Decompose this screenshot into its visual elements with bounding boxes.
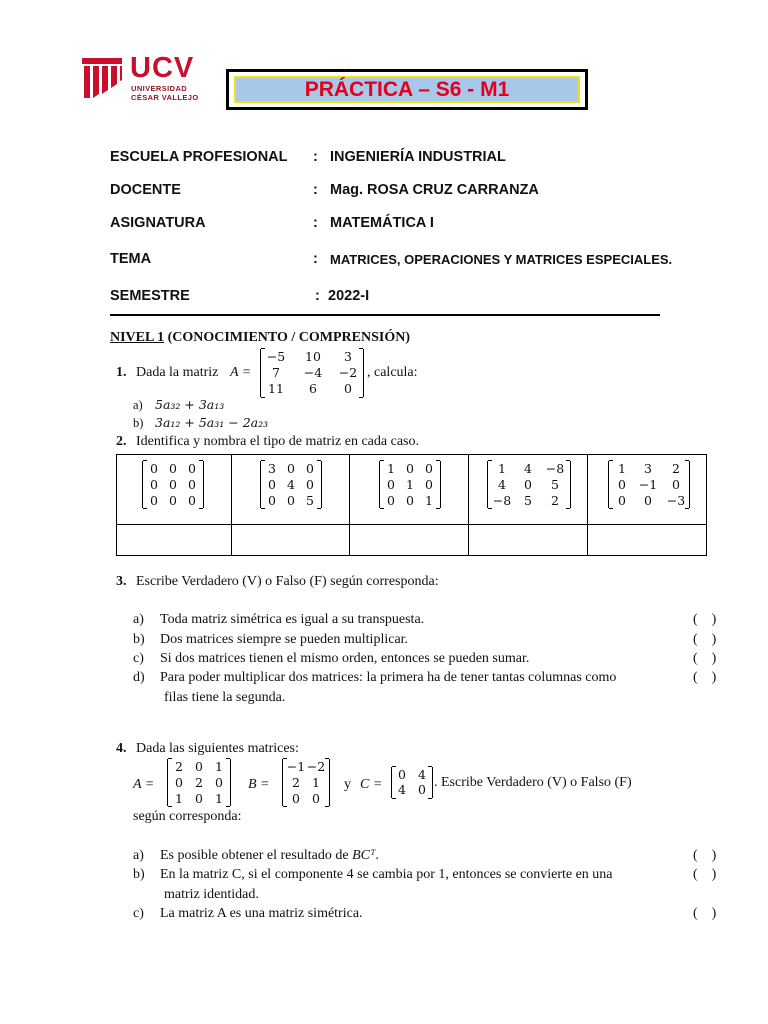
header-value: MATRICES, OPERACIONES Y MATRICES ESPECIALES. (330, 252, 673, 267)
q4-item-text: Es posible obtener el resultado de (160, 848, 349, 863)
logo-line1: UNIVERSIDAD (131, 84, 188, 93)
q1-lhs: A = (230, 365, 252, 380)
level-title: NIVEL 1 (110, 330, 165, 345)
matrix-type-table (116, 454, 707, 556)
matrix-cell: 0 (268, 477, 276, 492)
matrix-cell: 0 (418, 782, 426, 797)
q1-prefix: Dada la matriz (136, 365, 219, 380)
q4-item-text: En la matriz C, si el componente 4 se cambia por 1, entonces se convierte en una (160, 867, 613, 882)
matrix-cell: 0 (195, 791, 203, 806)
matrix-cell: 0 (292, 791, 300, 806)
matrix-cell: 0 (169, 477, 177, 492)
matrix-cell: 3 (344, 349, 352, 364)
matrix-cell: 0 (425, 461, 433, 476)
matrix-cell: 11 (268, 381, 284, 396)
matrix-cell: 0 (169, 493, 177, 508)
matrix-cell: 0 (150, 477, 158, 492)
q4-item-label: c) (133, 906, 144, 921)
q4-item-end: . (375, 848, 379, 863)
q3-item-label: a) (133, 612, 144, 627)
header-key: ASIGNATURA (110, 215, 206, 231)
matrix-cell: −8 (545, 461, 565, 476)
header-sep: : (313, 182, 318, 198)
header-divider (110, 314, 660, 316)
matrix-cell: 5 (551, 477, 559, 492)
matrix-cell: 0 (618, 493, 626, 508)
matrix-cell: 0 (312, 791, 320, 806)
matrix-cell: 5 (306, 493, 314, 508)
matrix-cell: 0 (188, 493, 196, 508)
q2-matrix-4 (487, 461, 571, 508)
q4-matrix-b (282, 759, 330, 806)
header-sep: : (313, 149, 318, 165)
q3-item-text: Dos matrices siempre se pueden multiplicar. (160, 632, 409, 647)
matrix-cell: 0 (306, 477, 314, 492)
matrix-cell: 4 (498, 477, 506, 492)
header-value: MATEMÁTICA I (330, 215, 434, 231)
matrix-cell: 0 (268, 493, 276, 508)
q4-item-label: b) (133, 867, 145, 882)
matrix-cell: −2 (306, 759, 326, 774)
matrix-cell: 1 (498, 461, 506, 476)
ucv-shield-icon (80, 54, 124, 100)
matrix-cell: 0 (287, 461, 295, 476)
matrix-cell: 0 (195, 759, 203, 774)
answer-box[interactable]: ( ) (693, 906, 717, 921)
q3-item-label: b) (133, 632, 145, 647)
q3-item-text: Para poder multiplicar dos matrices: la primera ha de tener tantas columnas como (160, 670, 617, 685)
q3-item-text: Toda matriz simétrica es igual a su transpuesta. (160, 612, 425, 627)
matrix-cell: 0 (524, 477, 532, 492)
matrix-cell: 1 (425, 493, 433, 508)
q4-matrix-c (391, 767, 433, 798)
q3-item-text: Si dos matrices tienen el mismo orden, entonces se pueden sumar. (160, 651, 530, 666)
matrix-cell: 6 (309, 381, 317, 396)
matrix-cell: 10 (305, 349, 321, 364)
matrix-cell: −1 (638, 477, 658, 492)
logo-name: UCV (130, 52, 195, 84)
matrix-cell: 3 (644, 461, 652, 476)
q4-item-math: BCᵀ (352, 848, 376, 863)
level-subtitle: (CONOCIMIENTO / COMPRENSIÓN) (167, 330, 410, 345)
answer-box[interactable]: ( ) (693, 670, 717, 685)
q4-text: Dada las siguientes matrices: (136, 741, 299, 756)
matrix-cell: 0 (287, 493, 295, 508)
q4-b-label: B = (248, 777, 270, 792)
matrix-cell: −8 (492, 493, 512, 508)
matrix-cell: 1 (312, 775, 320, 790)
q2-matrix-5 (608, 461, 690, 508)
header-sep: : (313, 251, 318, 267)
q3-item-label: c) (133, 651, 144, 666)
matrix-cell: −4 (303, 365, 323, 380)
header-value: 2022-I (328, 288, 370, 304)
header-key: TEMA (110, 251, 152, 267)
q4-item-a (160, 848, 379, 864)
matrix-cell: −5 (266, 349, 286, 364)
header-key: SEMESTRE (110, 288, 190, 304)
q4-item-label: a) (133, 848, 144, 863)
q3-text: Escribe Verdadero (V) o Falso (F) según corresponda: (136, 574, 439, 589)
matrix-cell: −3 (666, 493, 686, 508)
q3-item-text-cont: filas tiene la segunda. (164, 690, 286, 705)
matrix-cell: 4 (398, 782, 406, 797)
header-sep: : (315, 288, 320, 304)
q1-item-expr: 3a₁₂ + 5a₃₁ − 2a₂₃ (155, 415, 269, 430)
logo-line2: CÉSAR VALLEJO (131, 93, 199, 102)
matrix-cell: 4 (287, 477, 295, 492)
matrix-cell: 0 (387, 493, 395, 508)
matrix-cell: 0 (188, 461, 196, 476)
matrix-cell: 0 (406, 461, 414, 476)
q2-text: Identifica y nombra el tipo de matriz en cada caso. (136, 434, 419, 449)
matrix-cell: −2 (338, 365, 358, 380)
header-sep: : (313, 215, 318, 231)
matrix-cell: 1 (406, 477, 414, 492)
q4-number: 4. (116, 741, 127, 756)
matrix-cell: 5 (524, 493, 532, 508)
matrix-cell: 0 (150, 461, 158, 476)
q1-suffix: , calcula: (367, 365, 418, 380)
matrix-cell: 2 (175, 759, 183, 774)
answer-box[interactable]: ( ) (693, 867, 717, 882)
q1-item-label: a) (133, 398, 143, 412)
matrix-cell: 1 (215, 759, 223, 774)
q4-item-text-cont: matriz identidad. (164, 887, 259, 902)
matrix-cell: 7 (272, 365, 280, 380)
q4-and: y (344, 777, 351, 792)
matrix-cell: 0 (406, 493, 414, 508)
q1-number: 1. (116, 365, 127, 380)
matrix-cell: 2 (551, 493, 559, 508)
matrix-cell: 0 (215, 775, 223, 790)
q4-a-label: A = (133, 777, 155, 792)
matrix-cell: 2 (292, 775, 300, 790)
matrix-cell: 0 (398, 767, 406, 782)
q4-after-c: . Escribe Verdadero (V) o Falso (F) (434, 775, 632, 790)
q2-matrix-2 (260, 461, 322, 508)
matrix-cell: 0 (387, 477, 395, 492)
matrix-cell: 1 (387, 461, 395, 476)
matrix-cell: 0 (425, 477, 433, 492)
matrix-cell: 2 (195, 775, 203, 790)
matrix-cell: 0 (644, 493, 652, 508)
matrix-cell: 0 (175, 775, 183, 790)
q1-item-label: b) (133, 416, 144, 430)
q2-matrix-3 (379, 461, 441, 508)
title-banner (234, 76, 580, 103)
matrix-cell: −1 (286, 759, 306, 774)
q4-item-text: La matriz A es una matriz simétrica. (160, 906, 363, 921)
q3-item-label: d) (133, 670, 145, 685)
table-row-divider (117, 524, 706, 525)
matrix-cell: 0 (150, 493, 158, 508)
matrix-cell: 4 (418, 767, 426, 782)
q1-matrix (260, 349, 364, 397)
header-key: DOCENTE (110, 182, 181, 198)
header-value: INGENIERÍA INDUSTRIAL (330, 149, 506, 165)
q2-matrix-1 (142, 461, 204, 508)
header-value: Mag. ROSA CRUZ CARRANZA (330, 182, 539, 198)
matrix-cell: 0 (344, 381, 352, 396)
matrix-cell: 1 (175, 791, 183, 806)
matrix-cell: 1 (215, 791, 223, 806)
answer-box[interactable]: ( ) (693, 612, 717, 627)
title-box (226, 69, 588, 110)
ucv-logo (80, 54, 200, 104)
q1-item-expr: 5a₃₂ + 3a₁₃ (155, 397, 225, 412)
page-title: PRÁCTICA – S6 - M1 (304, 77, 510, 101)
matrix-cell: 4 (524, 461, 532, 476)
matrix-cell: 3 (268, 461, 276, 476)
q3-number: 3. (116, 574, 127, 589)
matrix-cell: 1 (618, 461, 626, 476)
answer-box[interactable]: ( ) (693, 848, 717, 863)
level-heading (110, 330, 410, 346)
matrix-cell: 0 (306, 461, 314, 476)
q2-number: 2. (116, 434, 127, 449)
answer-box[interactable]: ( ) (693, 651, 717, 666)
matrix-cell: 0 (672, 477, 680, 492)
q4-matrix-a (167, 759, 231, 806)
matrix-cell: 0 (169, 461, 177, 476)
answer-box[interactable]: ( ) (693, 632, 717, 647)
matrix-cell: 0 (188, 477, 196, 492)
q4-text-cont: según corresponda: (133, 809, 242, 824)
matrix-cell: 0 (618, 477, 626, 492)
q4-c-label: C = (360, 777, 383, 792)
matrix-cell: 2 (672, 461, 680, 476)
header-key: ESCUELA PROFESIONAL (110, 149, 288, 165)
